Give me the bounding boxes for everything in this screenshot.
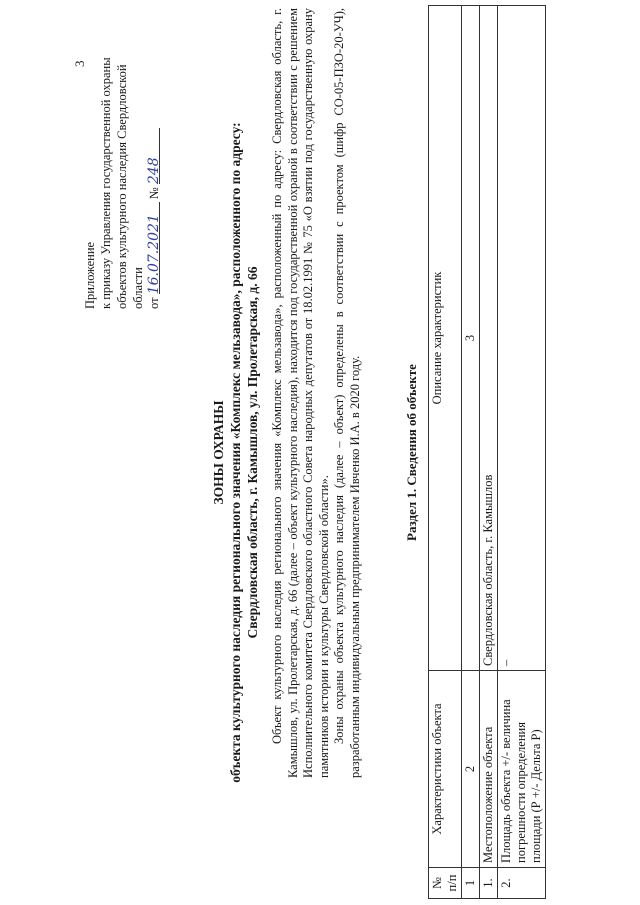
title-line: Свердловская область, г. Камышлов, ул. Пролетарская, д. 66 (245, 266, 260, 639)
section-title: Раздел 1. Сведения об объекте (404, 364, 419, 541)
number-prefix: № (147, 187, 161, 200)
numbering-cell: 2 (462, 671, 480, 868)
date-prefix: от (147, 297, 161, 309)
appendix-date-line (146, 9, 162, 309)
table-cell: Свердловская область, г. Камышлов (480, 6, 498, 671)
table-cell: Местоположение объекта (480, 671, 498, 868)
numbering-cell: 1 (462, 868, 480, 899)
paragraph: Зоны охраны объекта культурного наследия (далее – объект) определены в соответствии с проектом (шифр СО-05-ПЗО-20-УЧ), разработанным индивидуальным предпринимателем Ивченко И.А. в 2020 году. (332, 8, 362, 778)
appendix-line: Приложение (83, 241, 97, 309)
title-line: ЗОНЫ ОХРАНЫ (211, 400, 226, 505)
numbering-cell: 3 (462, 6, 480, 671)
table-cell: – (498, 6, 546, 671)
object-info-table (428, 5, 546, 899)
numbering-row (462, 6, 480, 899)
appendix-line: объектов культурного наследия Свердловской (115, 64, 129, 309)
date-underline (146, 202, 160, 294)
appendix-block (82, 9, 162, 309)
page-number: 3 (72, 60, 87, 67)
number-underline (146, 128, 160, 184)
body-text (270, 8, 363, 778)
appendix-line: области (131, 267, 145, 309)
header-cell: Описание характеристик (429, 6, 462, 671)
table-cell: 2. (498, 868, 546, 899)
title-line: объекта культурного наследия регионального значения «Комплекс мельзавода», расположенного по адресу: (228, 122, 243, 783)
header-cell: Характеристики объекта (429, 671, 462, 868)
handwritten-number: 248 (146, 157, 162, 185)
handwritten-date: 16.07.2021 (146, 214, 162, 295)
document-title (210, 0, 261, 905)
table-header-row (429, 6, 462, 899)
table-cell: Площадь объекта +/- величина погрешности определения площади (Р +/- Дельта Р) (498, 671, 546, 868)
table-row (498, 6, 546, 899)
table-cell: 1. (480, 868, 498, 899)
header-cell: № п/п (429, 868, 462, 899)
table-row (480, 6, 498, 899)
paragraph: Объект культурного наследия регионального значения «Комплекс мельзавода», расположенный по адресу: Свердловская область, г. Камышлов, ул. Пролетарская, д. 66 (далее – объект культурного наследия), находится под государственной охраной в соответствии с решением Исполнительного комитета Свердловского областного Совета народных депутатов от 18.02.1991 № 75 «О взятии под государственную охрану памятников истории и культуры Свердловской области». (270, 8, 331, 778)
appendix-line: к приказу Управления государственной охраны (99, 57, 113, 309)
